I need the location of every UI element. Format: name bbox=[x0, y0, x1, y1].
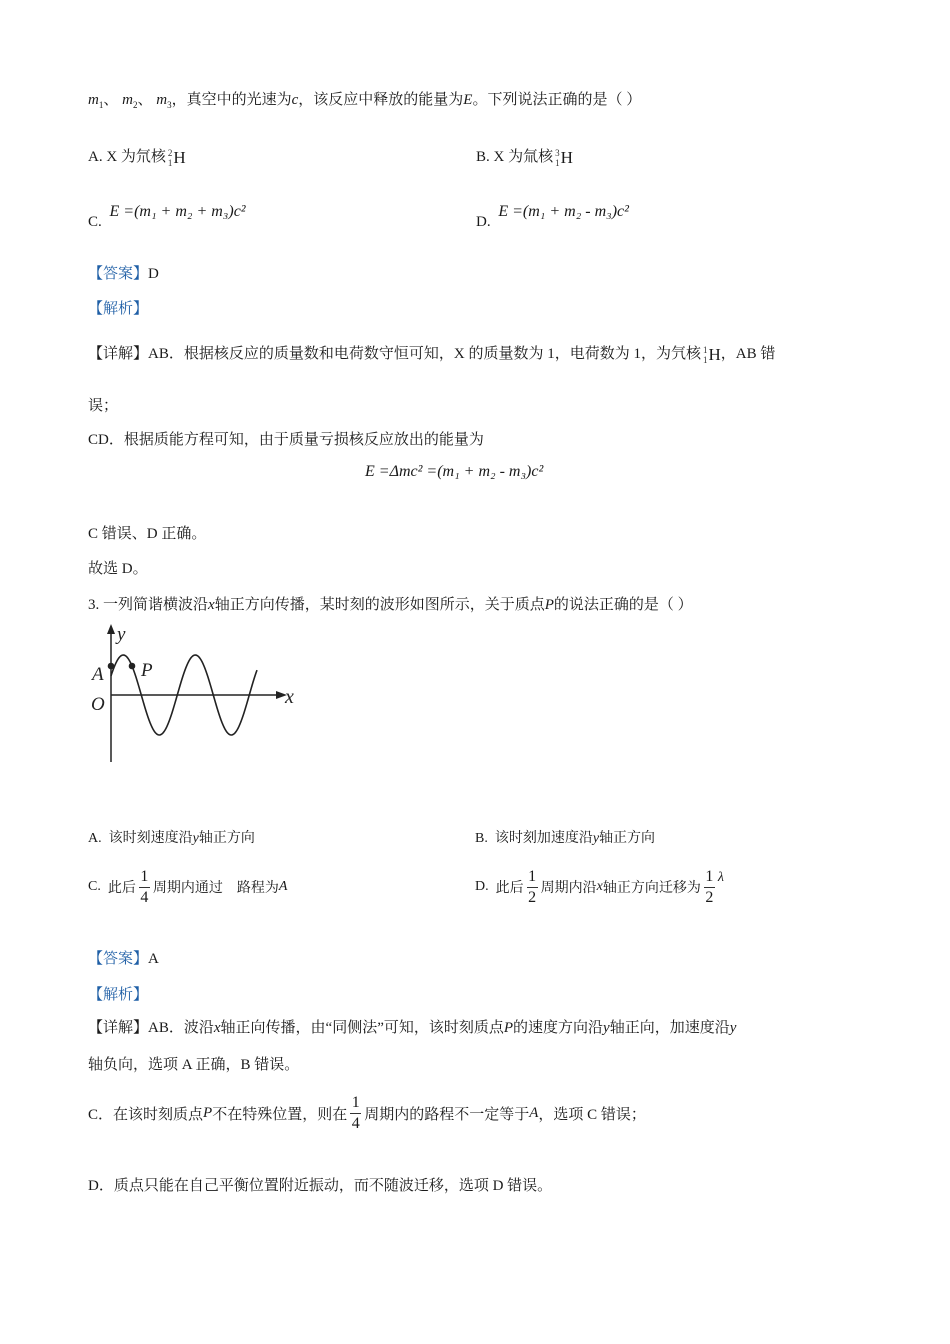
option-d bbox=[476, 203, 629, 230]
option-b-text: B. X 为氚核 bbox=[476, 149, 554, 165]
point-p-variable: P bbox=[503, 1020, 514, 1036]
separator: 、 bbox=[137, 92, 153, 108]
option-text: 此后 bbox=[495, 881, 524, 896]
y-axis-label: y bbox=[117, 624, 126, 645]
q3-detail-line-3: D．质点只能在自己平衡位置附近振动，而不随波迁移，选项 D 错误。 bbox=[88, 1178, 553, 1194]
nuclide-charge-number: 1 bbox=[555, 157, 560, 168]
fraction-denominator: 2 bbox=[528, 888, 537, 906]
q3-option-b bbox=[475, 827, 655, 847]
analysis-tag: 【解析】 bbox=[88, 987, 149, 1003]
point-p-variable: P bbox=[203, 1104, 213, 1121]
nuclide-mass-number: 1 bbox=[702, 344, 708, 355]
q3-detail-line-2 bbox=[88, 1089, 646, 1137]
fraction-numerator: 1 bbox=[705, 867, 714, 885]
option-prefix: A. bbox=[88, 831, 102, 846]
detail-text: AB．根据核反应的质量数和电荷数守恒可知，X 的质量数为 1，电荷数为 1，为氕核 bbox=[148, 346, 701, 362]
detail-text: C．在该时刻质点 bbox=[88, 1106, 204, 1123]
q3-detail-line-1-cont: 轴负向，选项 A 正确，B 错误。 bbox=[88, 1057, 300, 1073]
option-text: 该时刻速度沿 bbox=[108, 831, 193, 846]
fraction-numerator: 1 bbox=[351, 1093, 360, 1111]
nuclide-symbol: H bbox=[560, 147, 573, 167]
nuclide-symbol: H bbox=[173, 147, 186, 167]
nuclide-charge-number: 1 bbox=[167, 157, 173, 168]
option-c-label: C. bbox=[88, 214, 102, 230]
detail-text: 轴正向传播，由“同侧法”可知，该时刻质点 bbox=[220, 1020, 504, 1036]
detail-text: 周期内的路程不一定等于 bbox=[364, 1106, 530, 1123]
point-p-variable: P bbox=[544, 597, 554, 613]
detail-text: 不在特殊位置，则在 bbox=[212, 1106, 348, 1123]
x-variable: x bbox=[213, 1020, 221, 1036]
option-d-label: D. bbox=[476, 214, 491, 230]
stem-text: ，真空中的光速为 bbox=[171, 92, 292, 108]
nuclide-mass-number: 3 bbox=[555, 147, 560, 158]
detail-line-1 bbox=[88, 342, 775, 365]
mass-energy-formula: E =Δmc² =(m₁ + m₂ - m₃)c² bbox=[365, 463, 544, 480]
x-axis-label: x bbox=[285, 686, 294, 708]
option-variable: y bbox=[192, 831, 199, 846]
prev-question-stem bbox=[88, 88, 641, 110]
wavelength-symbol: λ bbox=[717, 870, 724, 885]
option-text: 周期内通过 路程为 bbox=[152, 881, 279, 896]
stem-text: 的说法正确的是（ ） bbox=[553, 597, 693, 613]
detail-text: ，AB 错 bbox=[720, 346, 776, 362]
point-p-label: P bbox=[141, 660, 153, 681]
nuclide-deuterium bbox=[168, 148, 186, 168]
option-variable: y bbox=[592, 831, 600, 846]
option-text: 轴正方向迁移为 bbox=[602, 881, 701, 896]
energy-symbol: E bbox=[463, 92, 473, 108]
nuclide-charge-number: 1 bbox=[702, 354, 708, 365]
fraction-denominator: 4 bbox=[140, 888, 149, 906]
point-a-dot bbox=[108, 663, 115, 670]
mass-symbol-1: m bbox=[88, 92, 99, 108]
q3-answer-line bbox=[88, 947, 159, 968]
option-prefix: D. bbox=[475, 879, 489, 894]
y-variable: y bbox=[729, 1020, 737, 1036]
detail-line-1-cont: 误； bbox=[88, 398, 119, 414]
answer-tag: 【答案】 bbox=[88, 266, 149, 282]
nuclide-mass-number: 2 bbox=[167, 147, 173, 158]
q3-option-d bbox=[475, 864, 724, 910]
amplitude-label: A bbox=[92, 664, 104, 685]
stem-text: ，该反应中释放的能量为 bbox=[298, 92, 464, 108]
q3-detail-line-1 bbox=[88, 1016, 736, 1037]
option-variable: A bbox=[278, 879, 288, 894]
q3-option-a bbox=[88, 827, 255, 847]
detail-text: ，选项 C 错误； bbox=[538, 1106, 646, 1123]
option-a bbox=[88, 145, 186, 168]
option-text: 轴正方向 bbox=[599, 831, 656, 846]
option-c-formula: E =(m₁ + m₂ + m₃)c² bbox=[109, 203, 246, 220]
option-prefix: B. bbox=[475, 831, 488, 846]
detail-text: AB．波沿 bbox=[148, 1020, 214, 1036]
option-d-formula: E =(m₁ + m₂ - m₃)c² bbox=[498, 203, 629, 220]
detail-line-4: 故选 D。 bbox=[88, 561, 148, 577]
mass-symbol-2: m bbox=[122, 92, 133, 108]
answer-value: D bbox=[148, 266, 159, 282]
mass-sub-2: 2 bbox=[132, 100, 138, 110]
stem-text: 3. 一列简谐横波沿 bbox=[88, 597, 209, 613]
option-prefix: C. bbox=[88, 879, 101, 894]
fraction-one-half bbox=[704, 867, 715, 908]
detail-tag: 【详解】 bbox=[88, 1020, 149, 1036]
fraction-one-half bbox=[527, 867, 538, 908]
option-a-text: A. X 为氘核 bbox=[88, 149, 166, 165]
fraction-one-quarter bbox=[350, 1093, 361, 1134]
question-3-stem bbox=[88, 593, 693, 614]
answer-tag: 【答案】 bbox=[88, 951, 149, 967]
detail-line-2: CD．根据质能方程可知，由于质量亏损核反应放出的能量为 bbox=[88, 432, 484, 448]
detail-tag: 【详解】 bbox=[88, 346, 149, 362]
fraction-numerator: 1 bbox=[528, 867, 537, 885]
origin-label: O bbox=[91, 694, 105, 715]
answer-line bbox=[88, 262, 159, 283]
analysis-tag: 【解析】 bbox=[88, 301, 149, 317]
option-b bbox=[476, 145, 573, 168]
nuclide-protium bbox=[703, 345, 721, 365]
option-c bbox=[88, 203, 246, 230]
x-variable: x bbox=[208, 597, 215, 613]
detail-line-3: C 错误、D 正确。 bbox=[88, 526, 207, 542]
detail-text: 轴正向，加速度沿 bbox=[609, 1020, 730, 1036]
fraction-denominator: 2 bbox=[705, 888, 714, 906]
y-axis-arrow bbox=[107, 624, 115, 634]
separator: 、 bbox=[103, 92, 119, 108]
nuclide-symbol: H bbox=[708, 344, 721, 364]
stem-text: 。下列说法正确的是（ ） bbox=[472, 92, 642, 108]
fraction-one-quarter bbox=[139, 867, 150, 908]
light-speed-symbol: c bbox=[291, 92, 299, 108]
q3-option-c bbox=[88, 864, 287, 910]
detail-text: 的速度方向沿 bbox=[513, 1020, 604, 1036]
mass-symbol-3: m bbox=[156, 92, 168, 108]
fraction-denominator: 4 bbox=[351, 1114, 360, 1132]
option-variable: x bbox=[596, 879, 603, 894]
answer-value: A bbox=[148, 951, 159, 967]
mass-sub-3: 3 bbox=[167, 100, 172, 110]
point-p-dot bbox=[129, 663, 136, 670]
nuclide-tritium bbox=[555, 148, 573, 168]
option-text: 该时刻加速度沿 bbox=[494, 831, 593, 846]
y-variable: y bbox=[603, 1020, 610, 1036]
fraction-numerator: 1 bbox=[140, 867, 149, 885]
option-text: 此后 bbox=[107, 881, 136, 896]
option-text: 轴正方向 bbox=[198, 831, 255, 846]
stem-text: 轴正方向传播，某时刻的波形如图所示，关于质点 bbox=[214, 597, 545, 613]
option-text: 周期内沿 bbox=[540, 881, 597, 896]
mass-sub-1: 1 bbox=[98, 100, 104, 110]
amplitude-variable: A bbox=[529, 1104, 539, 1121]
wave-figure bbox=[85, 620, 305, 770]
